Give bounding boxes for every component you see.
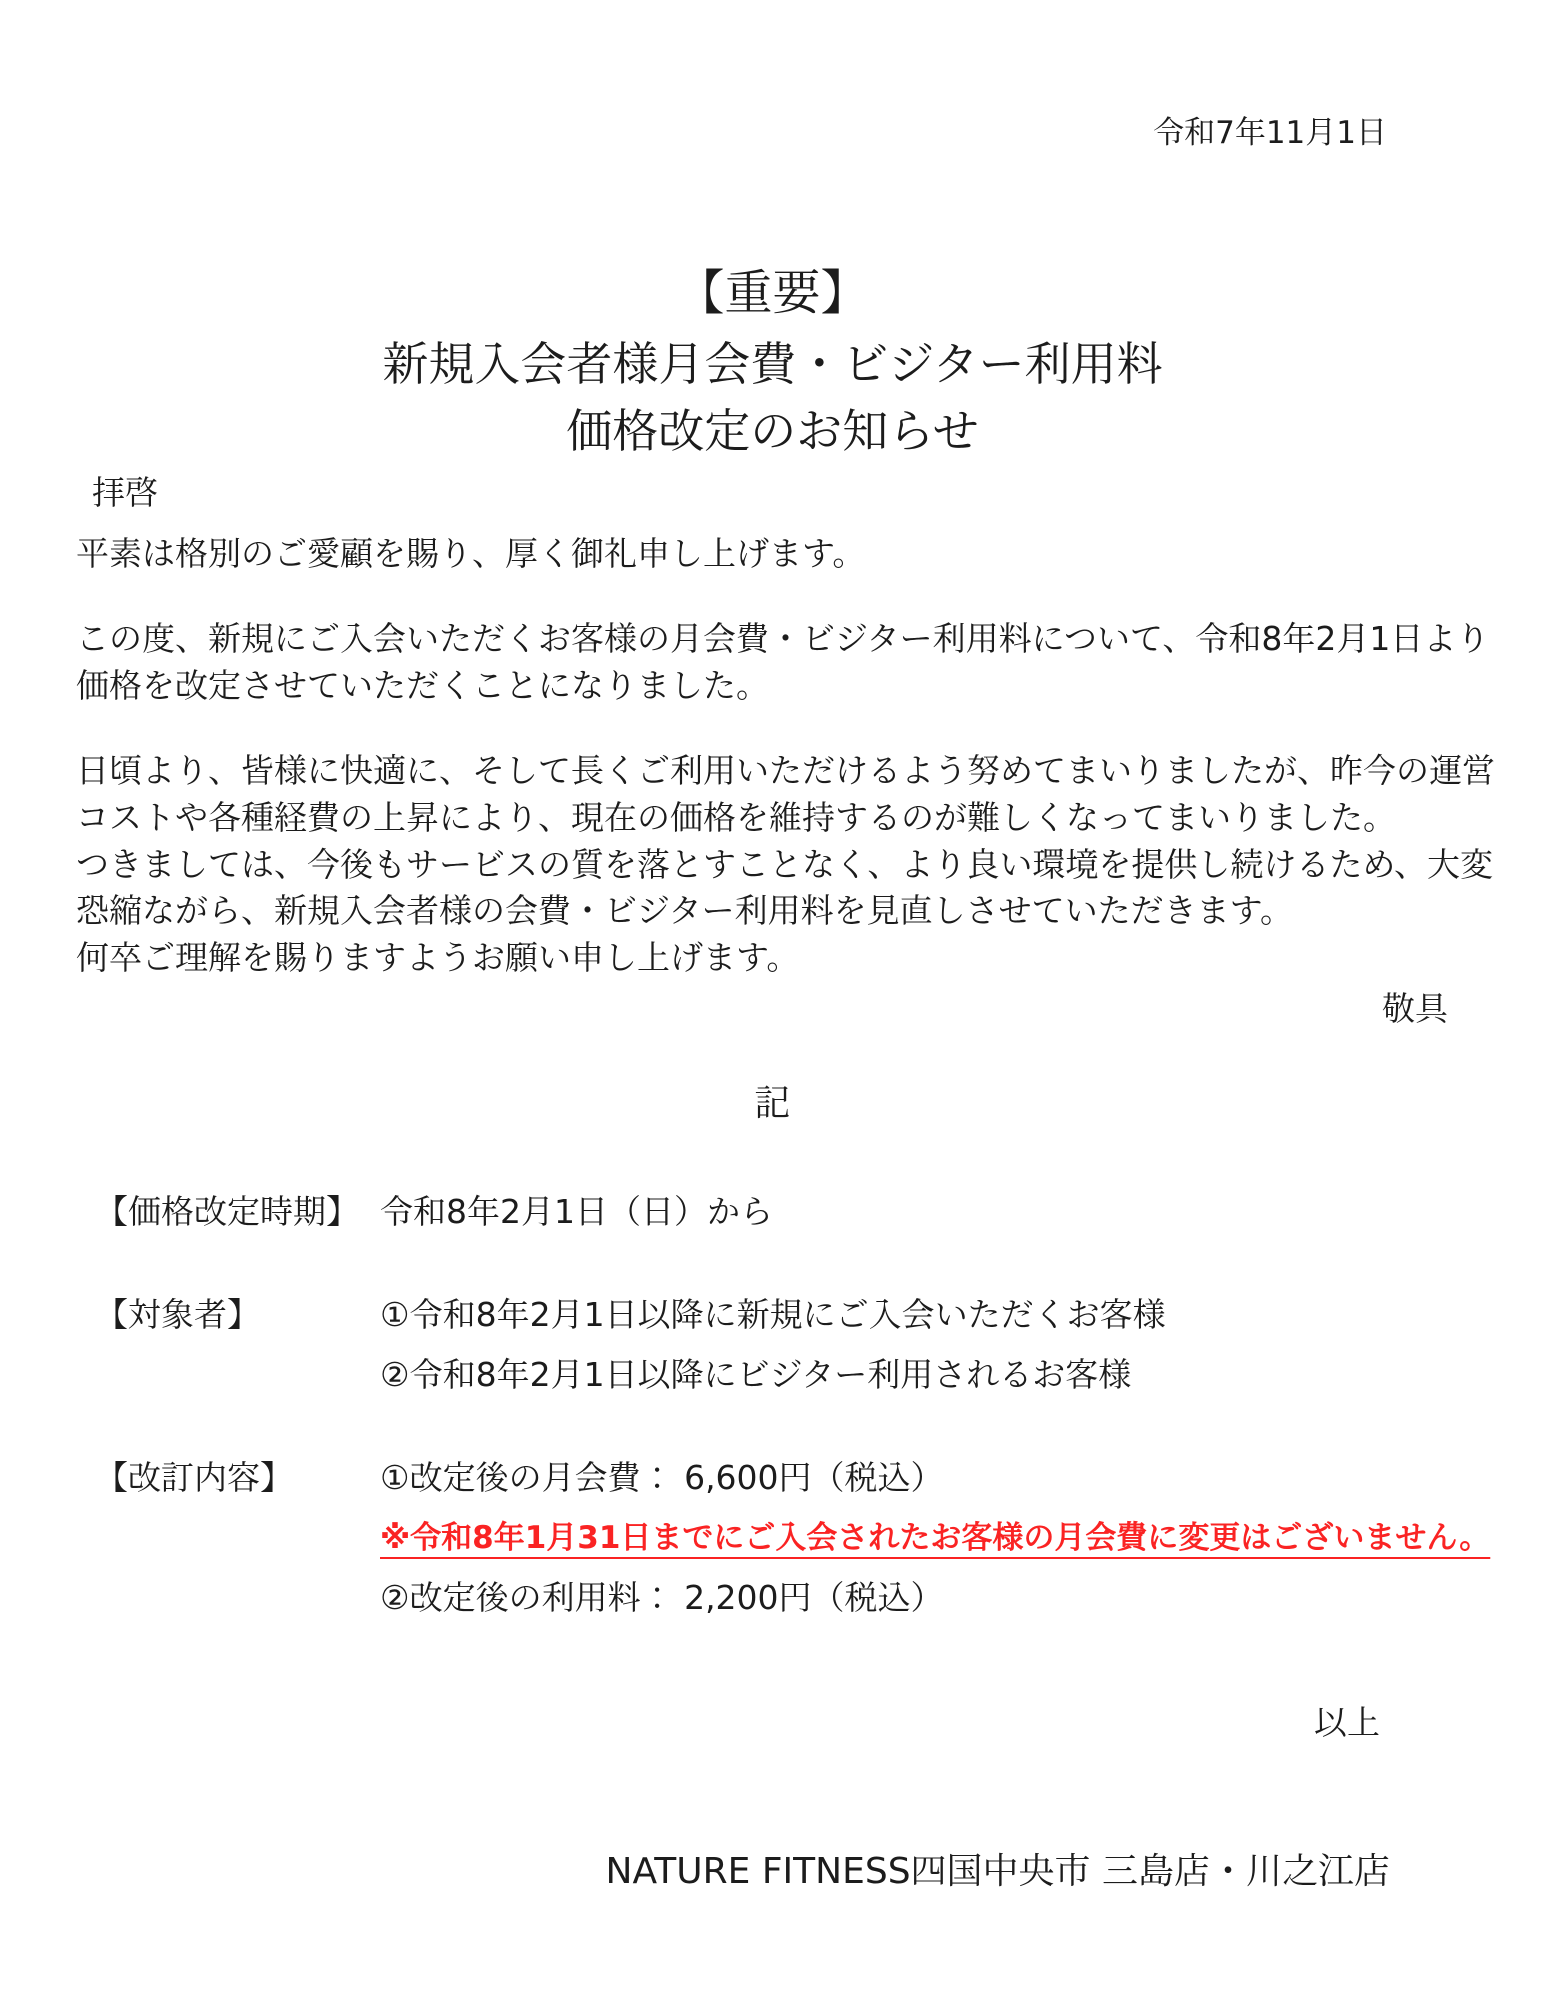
no-change-warning-note: ※令和8年1月31日までにご入会されたお客様の月会費に変更はございません。 <box>380 1519 1491 1556</box>
paragraph-line: この度、新規にご入会いただくお客様の月会費・ビジター利用料について、令和8年2月1日より価格を改定させていただくことになりました。 <box>76 619 1490 705</box>
item-line: ①改定後の月会費： 6,600円（税込） <box>380 1457 944 1497</box>
paragraph-line: 平素は格別のご愛顧を賜り、厚く御礼申し上げます。 <box>76 534 866 574</box>
body-paragraph-announcement <box>0 616 1545 710</box>
item-line: 令和8年2月1日（日）から <box>380 1191 773 1231</box>
item-label: 【対象者】 <box>95 1294 260 1334</box>
title-notice-line: 価格改定のお知らせ <box>566 403 979 458</box>
item-lines <box>380 1182 1545 1242</box>
title-subject-line: 新規入会者様月会費・ビジター利用料 <box>382 336 1163 391</box>
item-lines <box>380 1448 1545 1628</box>
company-signature: NATURE FITNESS四国中央市 三島店・川之江店 <box>605 1850 1390 1892</box>
title-importance-tag: 【重要】 <box>676 265 869 322</box>
target-audience-item <box>0 1285 1545 1405</box>
revision-details-item <box>0 1448 1545 1628</box>
issue-date: 令和7年11月1日 <box>1153 115 1387 151</box>
item-lines <box>380 1285 1545 1405</box>
paragraph-line: 日頃より、皆様に快適に、そして長くご利用いただけるよう努めてまいりましたが、昨今の運営コストや各種経費の上昇により、現在の価格を維持するのが難しくなってまいりました。 <box>76 750 1495 837</box>
item-line: ②改定後の利用料： 2,200円（税込） <box>380 1577 944 1617</box>
paragraph-line: 何卒ご理解を賜りますようお願い申し上げます。 <box>76 938 800 978</box>
item-label: 【改訂内容】 <box>95 1457 293 1497</box>
revision-schedule-item <box>0 1182 1545 1242</box>
document-title <box>0 265 1545 464</box>
body-paragraph-explanation <box>0 748 1545 982</box>
detail-items <box>0 1182 1545 1628</box>
item-label: 【価格改定時期】 <box>95 1191 359 1231</box>
item-line: ①令和8年2月1日以降に新規にご入会いただくお客様 <box>380 1294 1166 1334</box>
opening-salutation: 拝啓 <box>92 473 158 513</box>
closing-marker: 以上 <box>1314 1702 1380 1742</box>
record-heading: 記 <box>754 1082 791 1124</box>
item-line: ②令和8年2月1日以降にビジター利用されるお客様 <box>380 1354 1132 1394</box>
paragraph-line: つきましては、今後もサービスの質を落とすことなく、より良い環境を提供し続けるため、大変恐縮ながら、新規入会者様の会費・ビジター利用料を見直しさせていただきます。 <box>76 844 1494 931</box>
body-paragraph-greeting <box>0 531 1545 578</box>
closing-salutation: 敬具 <box>1382 989 1448 1029</box>
